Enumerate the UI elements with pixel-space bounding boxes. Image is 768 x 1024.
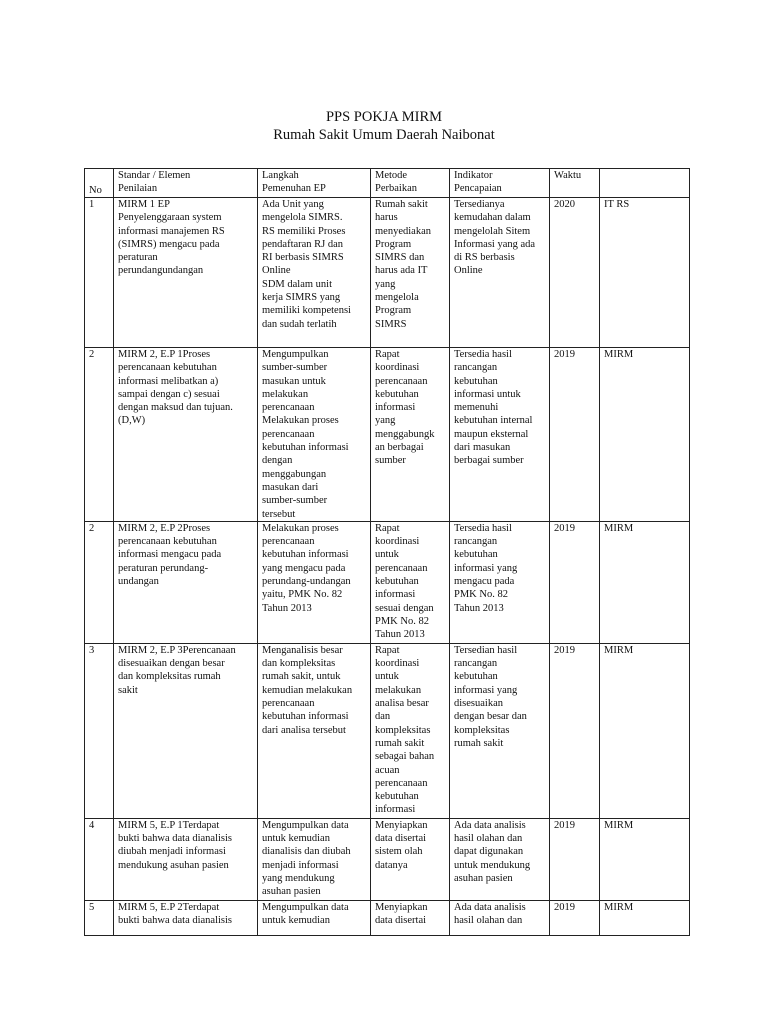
cell-langkah: Mengumpulkan data untuk kemudian bbox=[258, 900, 371, 935]
cell-waktu: 2019 bbox=[550, 818, 600, 900]
cell-indikator: Tersedia hasil rancangan kebutuhan informasi yang mengacu pada PMK No. 82 Tahun 2013 bbox=[450, 521, 550, 643]
cell-no: 3 bbox=[85, 643, 114, 818]
cell-standar: MIRM 2, E.P 2Proses perencanaan kebutuhan informasi mengacu pada peraturan perundang- undangan bbox=[114, 521, 258, 643]
pps-table bbox=[84, 168, 690, 936]
cell-indikator: Tersedia hasil rancangan kebutuhan informasi untuk memenuhi kebutuhan internal maupun eksternal dari masukan berbagai sumber bbox=[450, 348, 550, 522]
cell-no: 2 bbox=[85, 348, 114, 522]
cell-metode: Rapat koordinasi perencanaan kebutuhan informasi yang menggabungk an berbagai sumber bbox=[371, 348, 450, 522]
document-title: PPS POKJA MIRM bbox=[325, 109, 443, 125]
cell-langkah: Mengumpulkan sumber-sumber masukan untuk melakukan perencanaan Melakukan proses perencanaan kebutuhan informasi dengan menggabungan masukan dari sumber-sumber tersebut bbox=[258, 348, 371, 522]
header-no: No bbox=[85, 169, 114, 198]
table-row bbox=[85, 818, 690, 900]
cell-metode: Rapat koordinasi untuk perencanaan kebutuhan informasi sesuai dengan PMK No. 82 Tahun 2013 bbox=[371, 521, 450, 643]
cell-standar: MIRM 5, E.P 2Terdapat bukti bahwa data dianalisis bbox=[114, 900, 258, 935]
header-indikator: Indikator Pencapaian bbox=[450, 169, 550, 198]
cell-metode: Menyiapkan data disertai sistem olah datanya bbox=[371, 818, 450, 900]
table-row bbox=[85, 900, 690, 935]
cell-waktu: 2020 bbox=[550, 198, 600, 348]
cell-metode: Rumah sakit harus menyediakan Program SIMRS dan harus ada IT yang mengelola Program SIMRS bbox=[371, 198, 450, 348]
table-header-row bbox=[85, 169, 690, 198]
cell-waktu: 2019 bbox=[550, 348, 600, 522]
cell-no: 2 bbox=[85, 521, 114, 643]
table-row bbox=[85, 521, 690, 643]
table-body bbox=[85, 198, 690, 936]
document-header bbox=[0, 108, 768, 144]
cell-langkah: Ada Unit yang mengelola SIMRS. RS memiliki Proses pendaftaran RJ dan RI berbasis SIMRS Online SDM dalam unit kerja SIMRS yang memiliki kompetensi dan sudah terlatih bbox=[258, 198, 371, 348]
cell-pj: MIRM bbox=[600, 818, 690, 900]
cell-standar: MIRM 5, E.P 1Terdapat bukti bahwa data dianalisis diubah menjadi informasi mendukung asuhan pasien bbox=[114, 818, 258, 900]
cell-langkah: Melakukan proses perencanaan kebutuhan informasi yang mengacu pada perundang-undangan yaitu, PMK No. 82 Tahun 2013 bbox=[258, 521, 371, 643]
cell-standar: MIRM 1 EP Penyelenggaraan system informasi manajemen RS (SIMRS) mengacu pada peraturan perundangundangan bbox=[114, 198, 258, 348]
header-langkah: Langkah Pemenuhan EP bbox=[258, 169, 371, 198]
cell-standar: MIRM 2, E.P 1Proses perencanaan kebutuhan informasi melibatkan a) sampai dengan c) sesuai dengan maksud dan tujuan. (D,W) bbox=[114, 348, 258, 522]
cell-no: 5 bbox=[85, 900, 114, 935]
cell-indikator: Tersedianya kemudahan dalam mengelolah Sitem Informasi yang ada di RS berbasis Online bbox=[450, 198, 550, 348]
cell-metode: Menyiapkan data disertai bbox=[371, 900, 450, 935]
document-subtitle: Rumah Sakit Umum Daerah Naibonat bbox=[273, 127, 495, 143]
cell-pj: MIRM bbox=[600, 643, 690, 818]
cell-indikator: Ada data analisis hasil olahan dan bbox=[450, 900, 550, 935]
cell-indikator: Ada data analisis hasil olahan dan dapat digunakan untuk mendukung asuhan pasien bbox=[450, 818, 550, 900]
cell-standar: MIRM 2, E.P 3Perencanaan disesuaikan dengan besar dan kompleksitas rumah sakit bbox=[114, 643, 258, 818]
table-row bbox=[85, 643, 690, 818]
cell-langkah: Menganalisis besar dan kompleksitas rumah sakit, untuk kemudian melakukan perencanaan kebutuhan informasi dari analisa tersebut bbox=[258, 643, 371, 818]
cell-no: 4 bbox=[85, 818, 114, 900]
table-row bbox=[85, 348, 690, 522]
cell-indikator: Tersedian hasil rancangan kebutuhan informasi yang disesuaikan dengan besar dan kompleksitas rumah sakit bbox=[450, 643, 550, 818]
cell-pj: MIRM bbox=[600, 900, 690, 935]
header-metode: Metode Perbaikan bbox=[371, 169, 450, 198]
header-pj bbox=[600, 169, 690, 198]
cell-waktu: 2019 bbox=[550, 900, 600, 935]
table-header bbox=[85, 169, 690, 198]
cell-pj: MIRM bbox=[600, 521, 690, 643]
cell-langkah: Mengumpulkan data untuk kemudian dianalisis dan diubah menjadi informasi yang mendukung asuhan pasien bbox=[258, 818, 371, 900]
cell-pj: IT RS bbox=[600, 198, 690, 348]
cell-waktu: 2019 bbox=[550, 521, 600, 643]
header-waktu: Waktu bbox=[550, 169, 600, 198]
header-standar: Standar / Elemen Penilaian bbox=[114, 169, 258, 198]
cell-pj: MIRM bbox=[600, 348, 690, 522]
cell-waktu: 2019 bbox=[550, 643, 600, 818]
cell-metode: Rapat koordinasi untuk melakukan analisa besar dan kompleksitas rumah sakit sebagai bahan acuan perencanaan kebutuhan informasi bbox=[371, 643, 450, 818]
table-row bbox=[85, 198, 690, 348]
cell-no: 1 bbox=[85, 198, 114, 348]
